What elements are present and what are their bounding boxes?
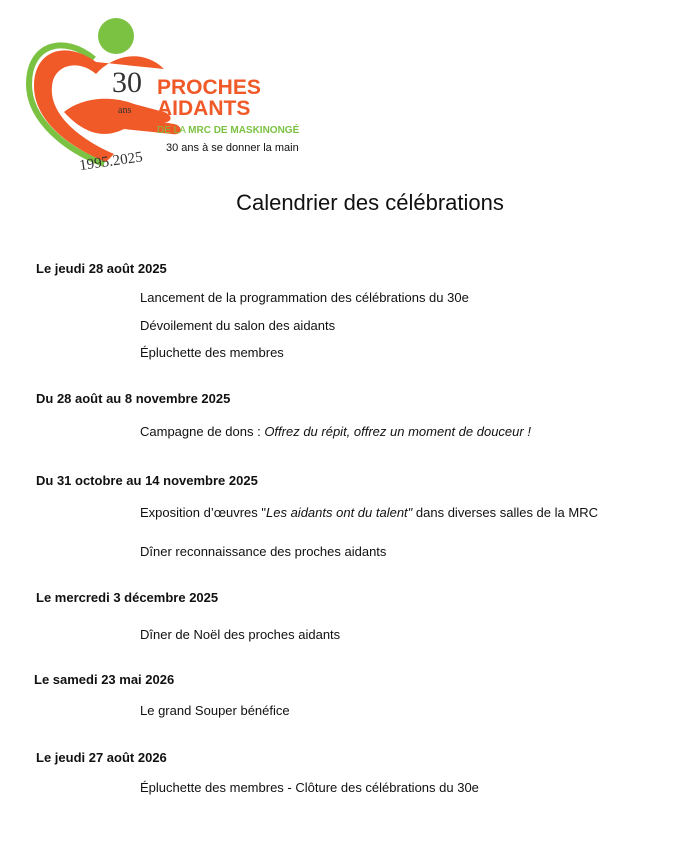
event-text: Campagne de dons :: [140, 424, 265, 439]
event-item: [140, 505, 600, 521]
section-heading: Le jeudi 27 août 2026: [36, 750, 167, 765]
event-item: Dîner reconnaissance des proches aidants: [140, 544, 387, 559]
logo-circle: [98, 18, 134, 54]
event-slogan: Offrez du répit, offrez un moment de douceur !: [264, 424, 531, 439]
section-heading: Le samedi 23 mai 2026: [34, 672, 175, 687]
event-item: Dévoilement du salon des aidants: [140, 318, 336, 333]
logo-name-line3: DE LA MRC DE MASKINONGÉ: [157, 125, 300, 136]
event-exhibition-title: Les aidants ont du talent": [266, 505, 413, 520]
section-heading: Du 31 octobre au 14 novembre 2025: [36, 473, 258, 488]
event-text: dans diverses salles de la MRC: [412, 505, 598, 520]
section-heading: Le jeudi 28 août 2025: [36, 261, 167, 276]
event-item: Épluchette des membres: [140, 345, 284, 360]
logo-ans: ans: [118, 105, 132, 116]
logo-tagline: 30 ans à se donner la main: [166, 142, 299, 154]
event-text: Exposition d’œuvres ": [140, 505, 266, 520]
section-heading: Le mercredi 3 décembre 2025: [36, 590, 219, 605]
event-item: Le grand Souper bénéfice: [140, 703, 290, 718]
event-item: Lancement de la programmation des célébrations du 30e: [140, 290, 469, 305]
event-item: [140, 424, 600, 440]
logo-name-line1: PROCHES: [157, 76, 261, 99]
logo-30: 30: [112, 66, 142, 99]
section-heading: Du 28 août au 8 novembre 2025: [36, 391, 231, 406]
logo-name-line2: AIDANTS: [157, 97, 251, 120]
page-title: Calendrier des célébrations: [236, 190, 504, 215]
event-item: Épluchette des membres - Clôture des célébrations du 30e: [140, 780, 479, 795]
event-item: Dîner de Noël des proches aidants: [140, 627, 341, 642]
logo-years: 1995.2025: [78, 149, 144, 175]
